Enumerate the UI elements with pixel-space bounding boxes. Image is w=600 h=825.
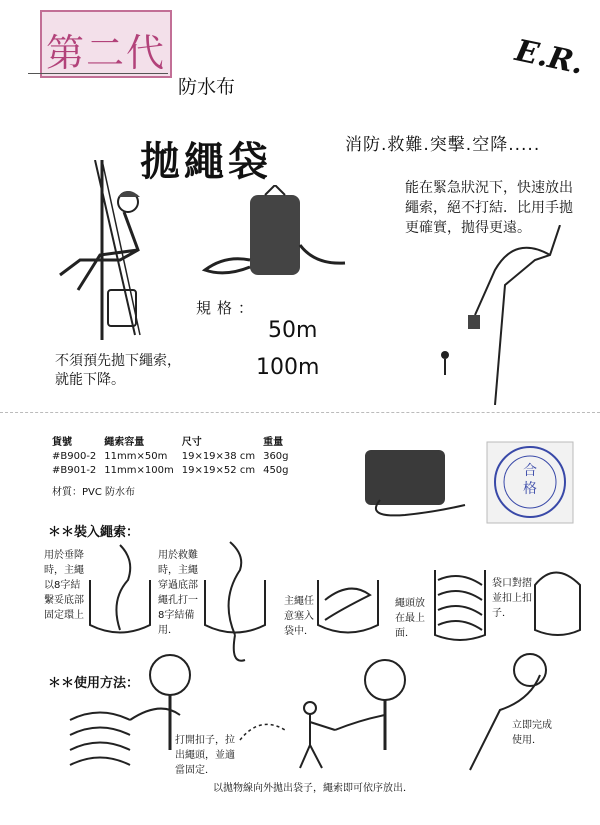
- generation-stamp: [40, 10, 172, 78]
- climber-illustration: [40, 160, 170, 340]
- table-header-row: [52, 436, 297, 450]
- description-right: 能在緊急狀況下，快速放出繩索，絕不打結．比用手拋更確實，拋得更遠。: [405, 180, 573, 236]
- stamp-underline: [28, 73, 168, 74]
- seal-text: 合格: [523, 463, 537, 497]
- install-step-4: 繩頭放在最上面．: [395, 598, 425, 639]
- stamp-text: 第二代: [45, 31, 166, 75]
- spec-table: [52, 436, 297, 478]
- install-step-1: 用於垂降時，主繩以8字結繫妥底部固定環上: [44, 550, 84, 621]
- table-cell: 11mm×100m: [104, 465, 174, 476]
- table-header: 貨號: [52, 437, 72, 448]
- packed-bag-illustration: [355, 440, 470, 520]
- tagline: 消防.救難.突擊.空降.....: [345, 135, 541, 155]
- table-cell: #B901-2: [52, 465, 97, 476]
- table-cell: 19×19×52 cm: [181, 465, 256, 476]
- install-step-3: 主繩任意塞入袋中．: [284, 596, 314, 637]
- usage-step-1: 打開扣子，拉出繩頭，並適當固定．: [175, 735, 235, 776]
- spec-label: 規格：: [196, 299, 260, 317]
- table-cell: 19×19×38 cm: [181, 451, 256, 462]
- section-usage: ＊＊使用方法：: [48, 676, 140, 691]
- description-left: 不須預先拋下繩索，就能下降。: [55, 353, 181, 388]
- table-cell: 450g: [263, 465, 289, 476]
- section-install: ＊＊裝入繩索：: [48, 525, 140, 540]
- rope-bag-illustration: [195, 185, 355, 285]
- install-step-2: 用於救難時，主繩穿過底部繩孔打一8字結備用．: [158, 550, 198, 636]
- table-header: 尺寸: [181, 437, 202, 448]
- size-50m: 50m: [268, 318, 318, 343]
- table-row: [52, 464, 297, 478]
- usage-step-3: 立即完成使用．: [512, 720, 552, 746]
- table-header: 繩索容量: [104, 437, 145, 448]
- table-cell: 360g: [263, 451, 289, 462]
- usage-step-2: 以拋物線向外拋出袋子，繩索即可依序放出．: [213, 783, 413, 794]
- handwritten-mark: E.R.: [512, 33, 587, 82]
- cliff-illustration: [435, 225, 585, 405]
- fold-line: [0, 412, 600, 413]
- install-step-5: 袋口對摺並扣上扣子．: [492, 578, 532, 619]
- table-cell: #B900-2: [52, 451, 97, 462]
- material-note: 材質：PVC 防水布: [52, 487, 136, 498]
- size-100m: 100m: [256, 355, 320, 380]
- table-header: 重量: [263, 437, 284, 448]
- table-row: [52, 450, 297, 464]
- page-title: 拋繩袋: [140, 139, 272, 185]
- subtitle: 防水布: [178, 76, 236, 98]
- table-cell: 11mm×50m: [104, 451, 168, 462]
